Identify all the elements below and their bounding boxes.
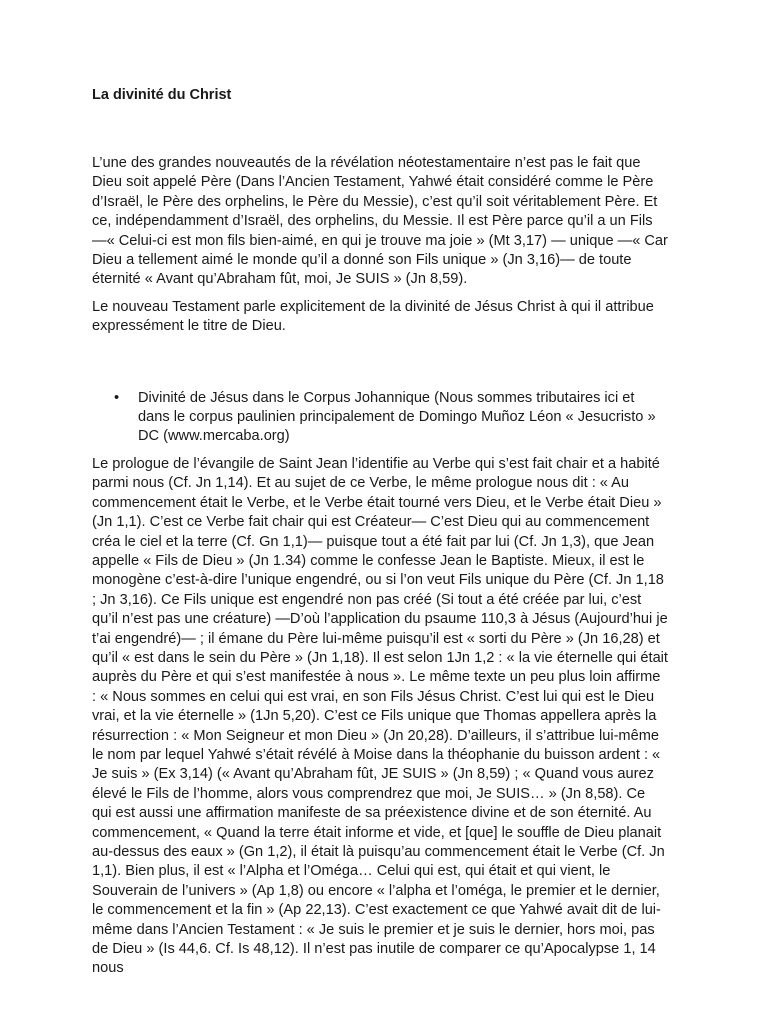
list-item <box>114 389 668 447</box>
bullet-list <box>92 389 668 447</box>
paragraph-prologue: Le prologue de l’évangile de Saint Jean l’identifie au Verbe qui s’est fait chair et a habité parmi nous (Cf. Jn 1,14). Et au sujet de ce Verbe, le même prologue nous dit : « Au commencement était le Verbe, et le Verbe était tourné vers Dieu, et le Verbe était Dieu » (Jn 1,1). C’est ce Verbe fait chair qui est Créateur— C’est Dieu qui au commencement créa le ciel et la terre (Cf. Gn 1,1)— puisque tout a été fait par lui (Cf. Jn 1,3), que Jean appelle « Fils de Dieu » (Jn 1.34) comme le confesse Jean le Baptiste. Mieux, il est le monogène c’est-à-dire l’unique engendré, ou si l’on veut Fils unique du Père (Cf. Jn 1,18 ; Jn 3,16). Ce Fils unique est engendré non pas créé (Si tout a été créée par lui, c’est qu’il n’est pas une créature) —D’où l’application du psaume 110,3 à Jésus (Aujourd’hui je t’ai engendré)— ; il émane du Père lui-même puisqu’il est « sorti du Père » (Jn 16,28) et qu’il « est dans le sein du Père » (Jn 1,18). Il est selon 1Jn 1,2 : « la vie éternelle qui était auprès du Père et qui s’est manifestée à nous ». Le même texte un peu plus loin affirme : « Nous sommes en celui qui est vrai, en son Fils Jésus Christ. C’est lui qui est le Dieu vrai, et la vie éternelle » (1Jn 5,20). C’est ce Fils unique que Thomas appellera après la résurrection : « Mon Seigneur et mon Dieu » (Jn 20,28). D’ailleurs, il s’attribue lui-même le nom par lequel Yahwé s’était révélé à Moise dans la théophanie du buisson ardent : « Je suis » (Ex 3,14) (« Avant qu’Abraham fût, JE SUIS » (Jn 8,59) ; « Quand vous aurez élevé le Fils de l’homme, alors vous comprendrez que moi, Je SUIS… » (Jn 8,58). Ce qui est aussi une affirmation manifeste de sa préexistence divine et de son éternité. Au commencement, « Quand la terre était informe et vide, et [que] le souffle de Dieu planait au-dessus des eaux » (Gn 1,2), il était là puisqu’au commencement était le Verbe (Cf. Jn 1,1). Bien plus, il est « l’Alpha et l’Oméga… Celui qui est, qui était et qui vient, le Souverain de l’univers » (Ap 1,8) ou encore « l’alpha et l’oméga, le premier et le dernier, le commencement et la fin » (Ap 22,13). C’est exactement ce que Yahwé avait dit de lui-même dans l’Ancien Testament : « Je suis le premier et je suis le dernier, hors moi, pas de Dieu » (Is 44,6. Cf. Is 48,12). Il n’est pas inutile de comparer ce qu’Apocalypse 1, 14 nous <box>92 455 668 977</box>
document-title: La divinité du Christ <box>92 87 232 103</box>
blank-line <box>92 345 668 389</box>
paragraph-intro: L’une des grandes nouveautés de la révélation néotestamentaire n’est pas le fait que Dieu soit appelé Père (Dans l’Ancien Testament, Yahwé était considéré comme le Père d’Israël, le Père des orphelins, le Père du Messie), c’est qu’il soit véritablement Père. Et ce, indépendamment d’Israël, des orphelins, du Messie. Il est Père parce qu’il a un Fils —« Celui-ci est mon fils bien-aimé, en qui je trouve ma joie » (Mt 3,17) — unique —« Car Dieu a tellement aimé le monde qu’il a donné son Fils unique » (Jn 3,16)— de toute éternité « Avant qu’Abraham fût, moi, Je SUIS » (Jn 8,59). <box>92 155 668 288</box>
bullet-icon: • <box>114 389 120 406</box>
paragraph-new-testament: Le nouveau Testament parle explicitement de la divinité de Jésus Christ à qui il attribue expressément le titre de Dieu. <box>92 298 654 335</box>
bullet-text: Divinité de Jésus dans le Corpus Johannique (Nous sommes tributaires ici et dans le corpus paulinien principalement de Domingo Muñoz Léon « Jesucristo » DC (www.mercaba.org) <box>138 389 656 445</box>
